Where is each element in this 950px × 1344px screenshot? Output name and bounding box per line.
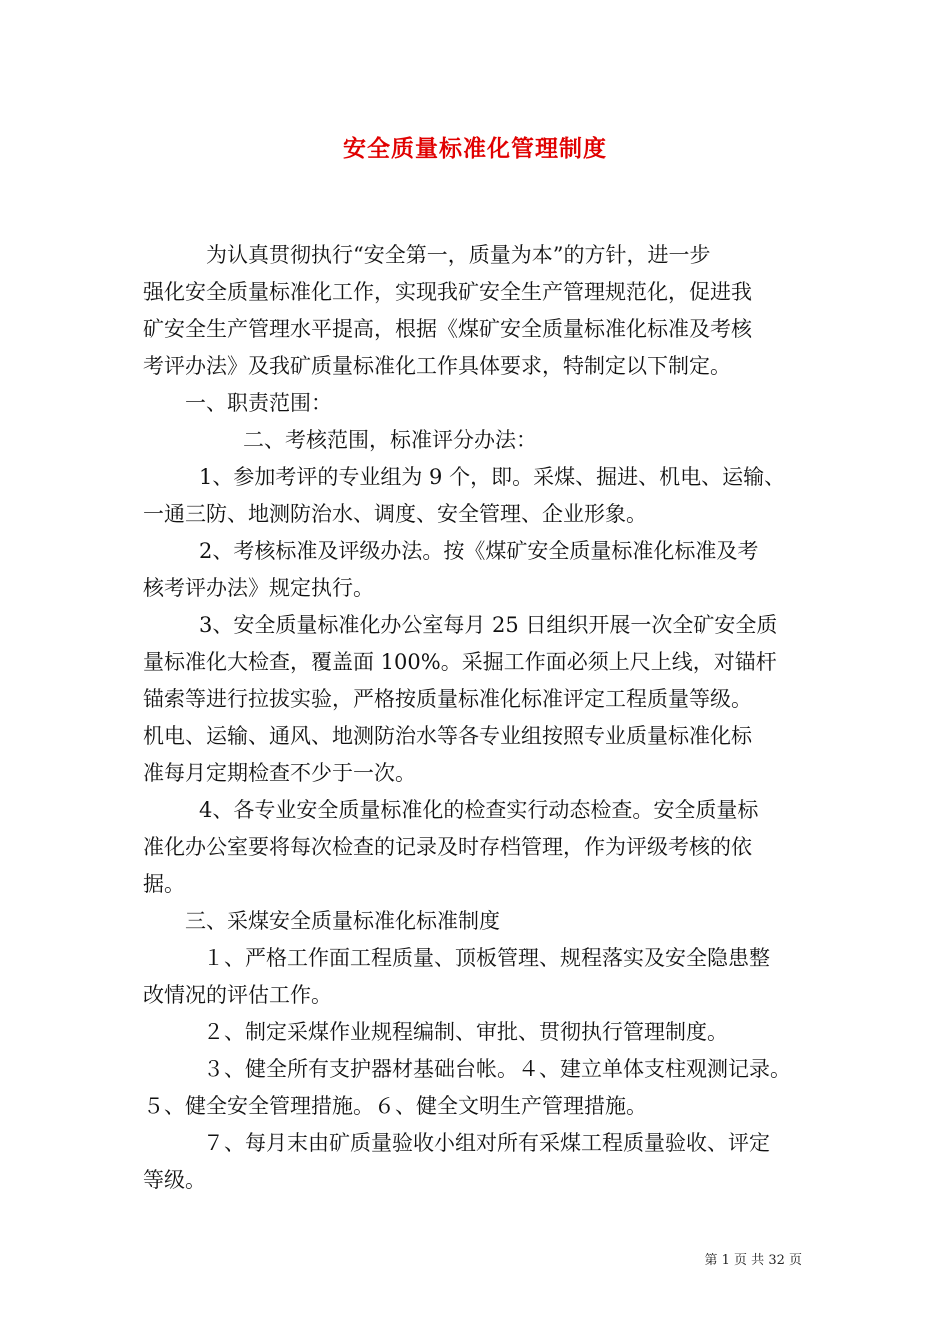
page-number: 第 1 页 共 32 页: [704, 1253, 802, 1268]
paragraph-line: 4、各专业安全质量标准化的检查实行动态检查。安全质量标: [199, 798, 759, 822]
paragraph-line: 3、安全质量标准化办公室每月 25 日组织开展一次全矿安全质: [199, 613, 778, 637]
section-heading: 二、考核范围，标准评分办法：: [243, 428, 537, 452]
paragraph-line: ２、制定采煤作业规程编制、审批、贯彻执行管理制度。: [203, 1020, 728, 1044]
document-body: [143, 237, 815, 1199]
paragraph-line: 2、考核标准及评级办法。按《煤矿安全质量标准化标准及考: [199, 539, 759, 563]
paragraph-line: 准化办公室要将每次检查的记录及时存档管理，作为评级考核的依: [143, 835, 752, 859]
paragraph-line: 为认真贯彻执行“安全第一，质量为本”的方针，进一步: [206, 243, 711, 267]
paragraph-line: 等级。: [143, 1168, 206, 1192]
paragraph-line: 一通三防、地测防治水、调度、安全管理、企业形象。: [143, 502, 647, 526]
paragraph-line: 强化安全质量标准化工作，实现我矿安全生产管理规范化，促进我: [143, 280, 752, 304]
paragraph-line: １、严格工作面工程质量、顶板管理、规程落实及安全隐患整: [203, 946, 770, 970]
section-heading: 一、职责范围：: [185, 391, 332, 415]
paragraph-line: 准每月定期检查不少于一次。: [143, 761, 416, 785]
paragraph-line: 机电、运输、通风、地测防治水等各专业组按照专业质量标准化标: [143, 724, 752, 748]
paragraph-line: 量标准化大检查，覆盖面 100%。采掘工作面必须上尺上线，对锚杆: [143, 650, 777, 674]
paragraph-line: 矿安全生产管理水平提高，根据《煤矿安全质量标准化标准及考核: [143, 317, 752, 341]
paragraph-line: ７、每月末由矿质量验收小组对所有采煤工程质量验收、评定: [203, 1131, 770, 1155]
paragraph-line: ３、健全所有支护器材基础台帐。４、建立单体支柱观测记录。: [203, 1057, 791, 1081]
paragraph-line: 改情况的评估工作。: [143, 983, 332, 1007]
paragraph-line: ５、健全安全管理措施。６、健全文明生产管理措施。: [143, 1094, 647, 1118]
paragraph-line: 考评办法》及我矿质量标准化工作具体要求，特制定以下制定。: [143, 354, 731, 378]
paragraph-line: 锚索等进行拉拔实验，严格按质量标准化标准评定工程质量等级。: [143, 687, 752, 711]
paragraph-line: 1、参加考评的专业组为 9 个，即。采煤、掘进、机电、运输、: [199, 465, 786, 489]
section-heading: 三、采煤安全质量标准化标准制度: [185, 909, 500, 933]
document-title: 安全质量标准化管理制度: [343, 136, 607, 162]
paragraph-line: 据。: [143, 872, 185, 896]
paragraph-line: 核考评办法》规定执行。: [143, 576, 374, 600]
